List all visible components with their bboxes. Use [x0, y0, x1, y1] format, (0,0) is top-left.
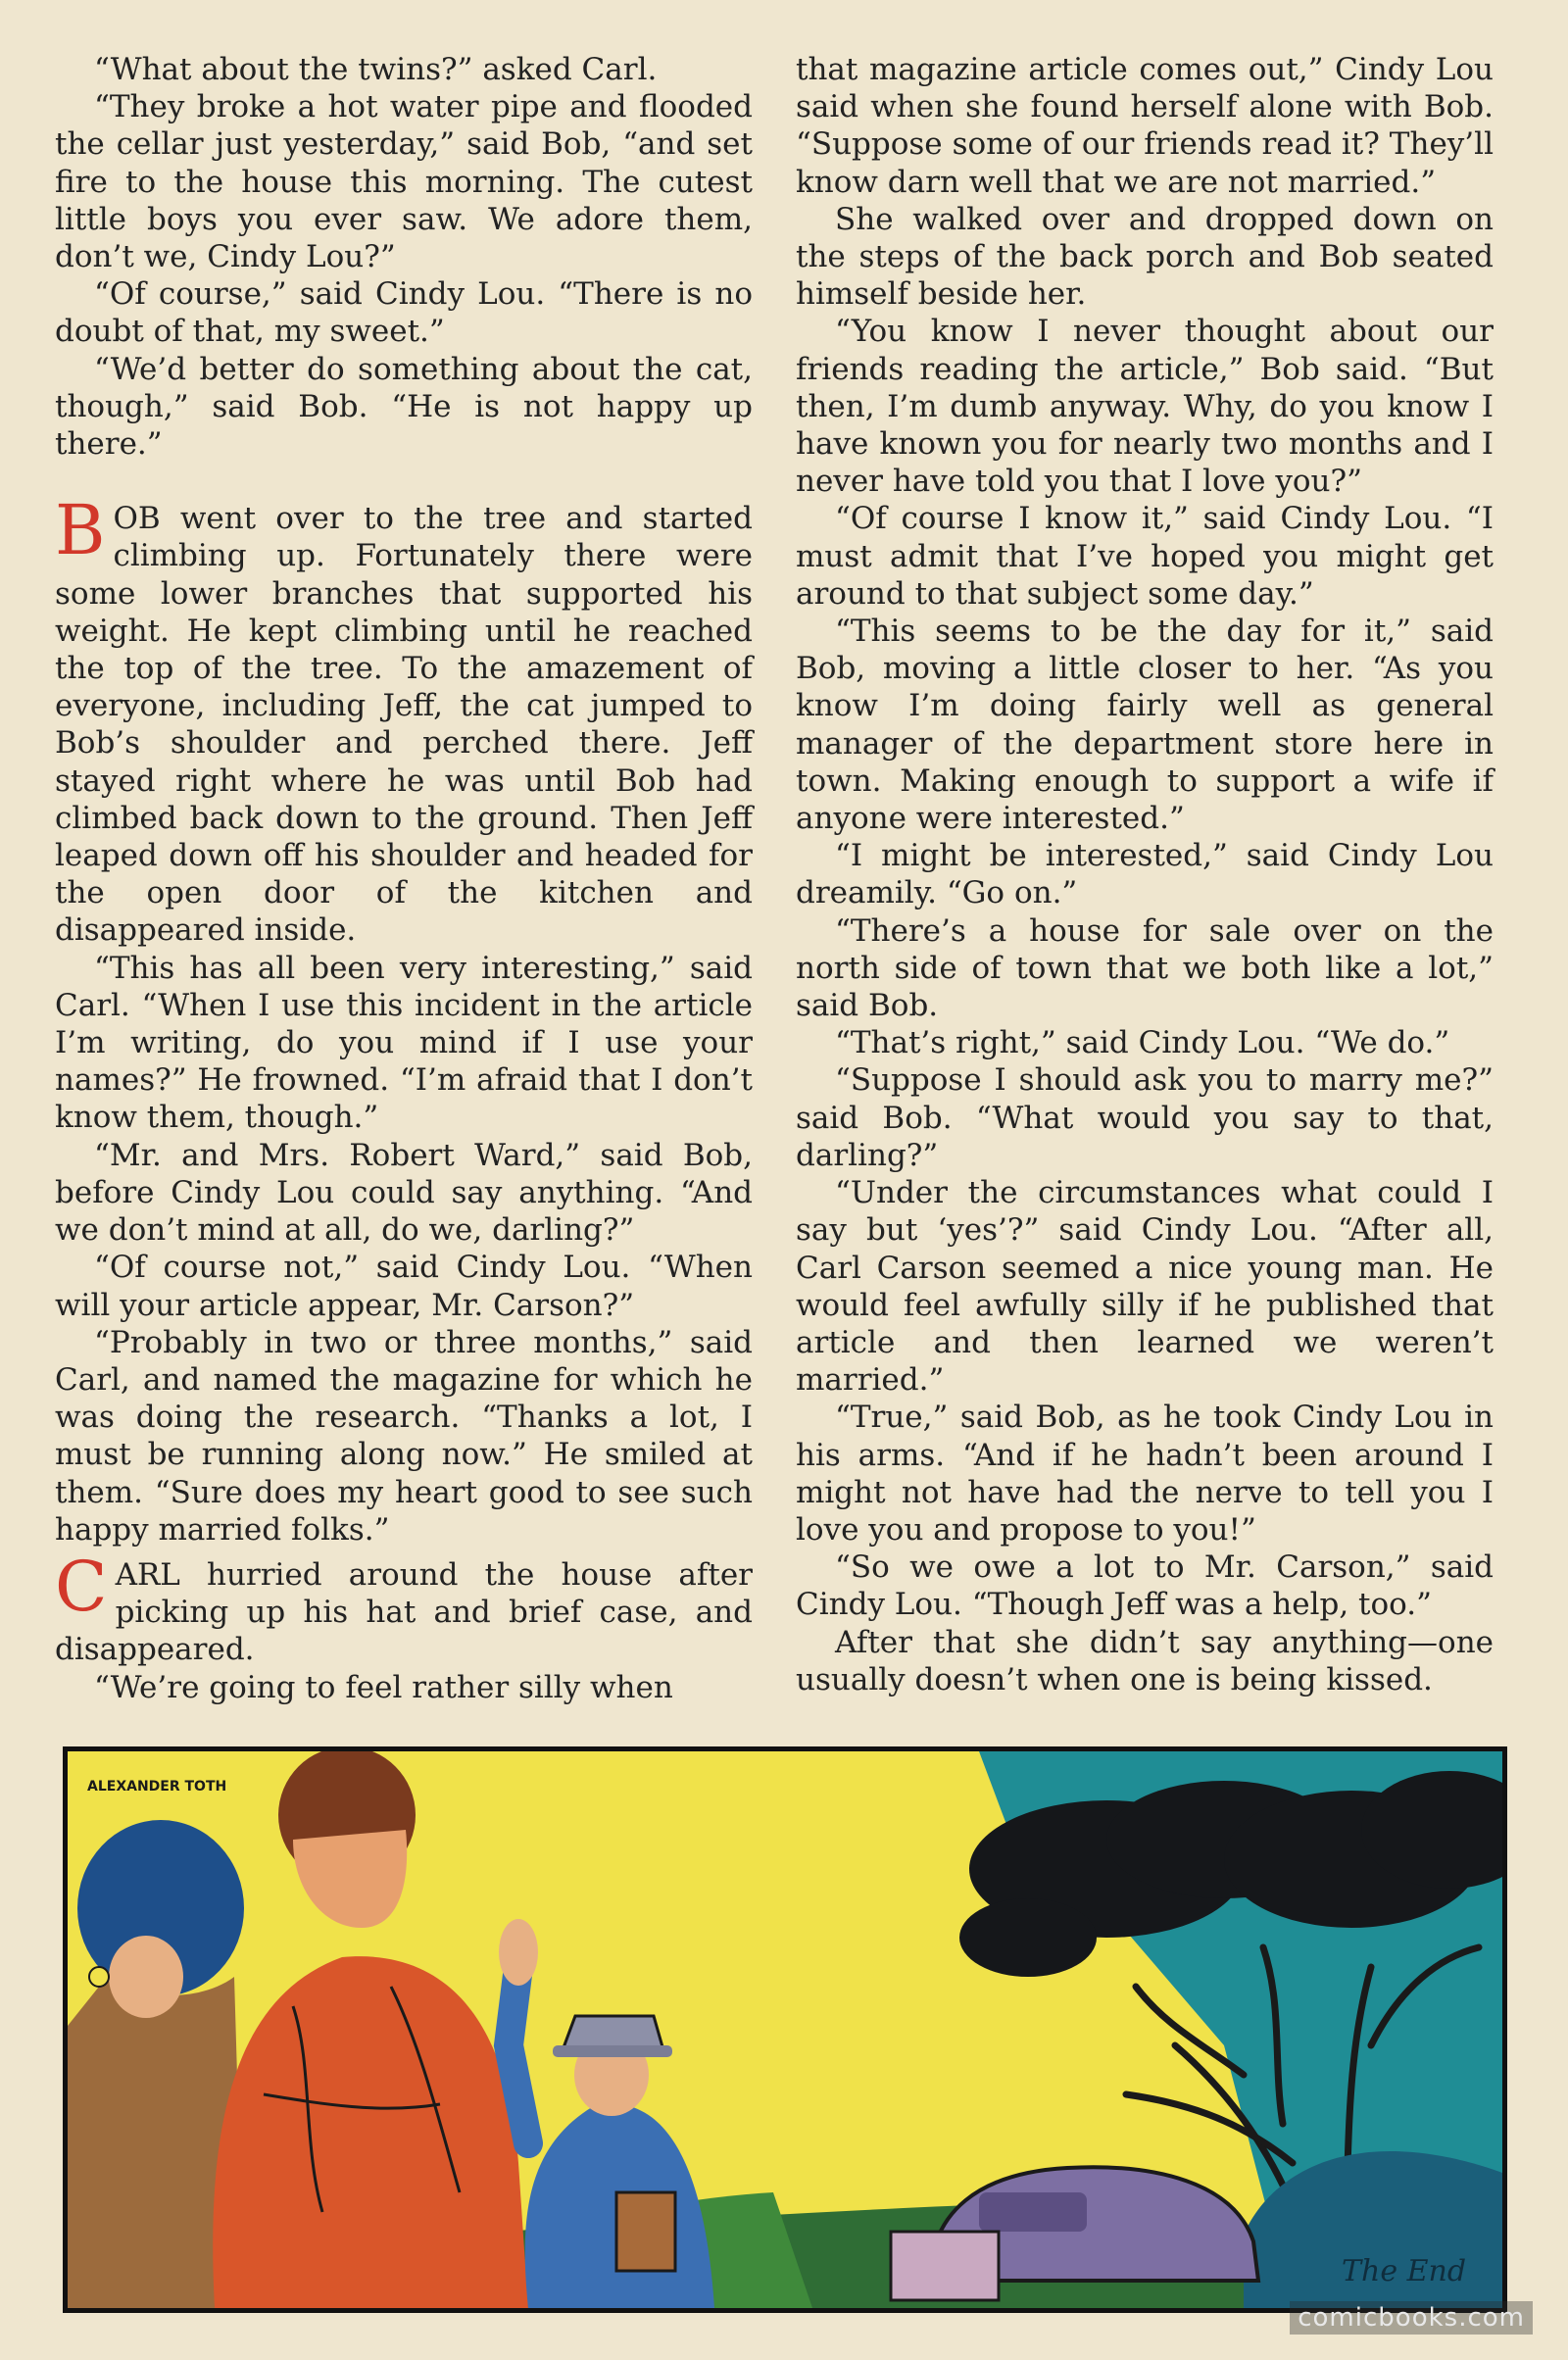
left-text-column	[55, 51, 753, 1706]
paragraph: “They broke a hot water pipe and flooded the cellar just yesterday,” said Bob, “and set fire to the house this morning. The cutest little boys you ever saw. We adore them, don’t we, Cindy Lou?”	[55, 89, 753, 275]
paragraph: “We’d better do something about the cat, though,” said Bob. “He is not happy up there.”	[55, 351, 753, 463]
paragraph: “Of course,” said Cindy Lou. “There is no doubt of that, my sweet.”	[55, 276, 753, 350]
paragraph-with-drop-cap	[55, 490, 753, 949]
paragraph: “Suppose I should ask you to marry me?” said Bob. “What would you say to that, darling?”	[796, 1062, 1494, 1173]
right-text-column	[796, 51, 1494, 1698]
illustration-art	[68, 1751, 1502, 2308]
paragraph: “True,” said Bob, as he took Cindy Lou in his arms. “And if he hadn’t been around I might not have had the nerve to tell you I love you and propose to you!”	[796, 1400, 1494, 1548]
paragraph: “What about the twins?” asked Carl.	[94, 52, 658, 87]
drop-cap: B	[55, 490, 106, 571]
paragraph: “Of course I know it,” said Cindy Lou. “I must admit that I’ve hoped you might get around to that subject some day.”	[796, 501, 1494, 612]
paragraph: “This seems to be the day for it,” said Bob, moving a little closer to her. “As you know I’m doing fairly well as general manager of the department store here in town. Making enough to support a wife if anyone were interested.”	[796, 614, 1494, 837]
paragraph: “We’re going to feel rather silly when	[94, 1669, 673, 1705]
paragraph: After that she didn’t say anything—one usually doesn’t when one is being kissed.	[796, 1624, 1494, 1697]
the-end-caption: The End	[1342, 2254, 1467, 2288]
paragraph: “There’s a house for sale over on the north side of town that we both like a lot,” said Bob.	[796, 912, 1494, 1024]
site-watermark: comicbooks.com	[1290, 2301, 1533, 2335]
paragraph: that magazine article comes out,” Cindy Lou said when she found herself alone with Bob. “Suppose some of our friends read it? They’ll know darn well that we are not married.”	[796, 52, 1494, 200]
paragraph-text: OB went over to the tree and started climbing up. Fortunately there were some lower branches that supported his weight. He kept climbing until he reached the top of the tree. To the amazement of everyone, including Jeff, the cat jumped to Bob’s shoulder and perched there. Jeff stayed right where he was until Bob had climbed back down to the ground. Then Jeff leaped down off his shoulder and headed for the open door of the kitchen and disappeared inside.	[55, 501, 753, 949]
paragraph: She walked over and dropped down on the steps of the back porch and Bob seated himself beside her.	[796, 201, 1494, 313]
drop-cap: C	[55, 1546, 108, 1627]
paragraph: “Under the circumstances what could I say but ‘yes’?” said Cindy Lou. “After all, Carl Carson seemed a nice young man. He would feel awfully silly if he published that article and then learned we weren’t married.”	[796, 1175, 1494, 1399]
paragraph: “This has all been very interesting,” said Carl. “When I use this incident in the article I’m writing, do you mind if I use your names?” He frowned. “I’m afraid that I don’t know them, though.”	[55, 950, 753, 1136]
paragraph: “That’s right,” said Cindy Lou. “We do.”	[835, 1025, 1450, 1061]
comic-illustration-panel	[63, 1746, 1507, 2313]
paragraph: “Mr. and Mrs. Robert Ward,” said Bob, before Cindy Lou could say anything. “And we don’t mind at all, do we, darling?”	[55, 1137, 753, 1249]
paragraph: “I might be interested,” said Cindy Lou dreamily. “Go on.”	[796, 838, 1494, 911]
paragraph: “You know I never thought about our friends reading the article,” Bob said. “But then, I’m dumb anyway. Why, do you know I have known you for nearly two months and I never have told you that I love you?”	[796, 314, 1494, 500]
paragraph-with-drop-cap	[55, 1546, 753, 1669]
paragraph: “So we owe a lot to Mr. Carson,” said Cindy Lou. “Though Jeff was a help, too.”	[796, 1549, 1494, 1623]
paragraph: “Of course not,” said Cindy Lou. “When will your article appear, Mr. Carson?”	[55, 1250, 753, 1323]
paragraph-text: ARL hurried around the house after picking up his hat and brief case, and disappeared.	[55, 1556, 753, 1668]
paragraph: “Probably in two or three months,” said Carl, and named the magazine for which he was doing the research. “Thanks a lot, I must be running along now.” He smiled at them. “Sure does my heart good to see such happy married folks.”	[55, 1324, 753, 1548]
artist-signature: ALEXANDER TOTH	[87, 1779, 227, 1795]
